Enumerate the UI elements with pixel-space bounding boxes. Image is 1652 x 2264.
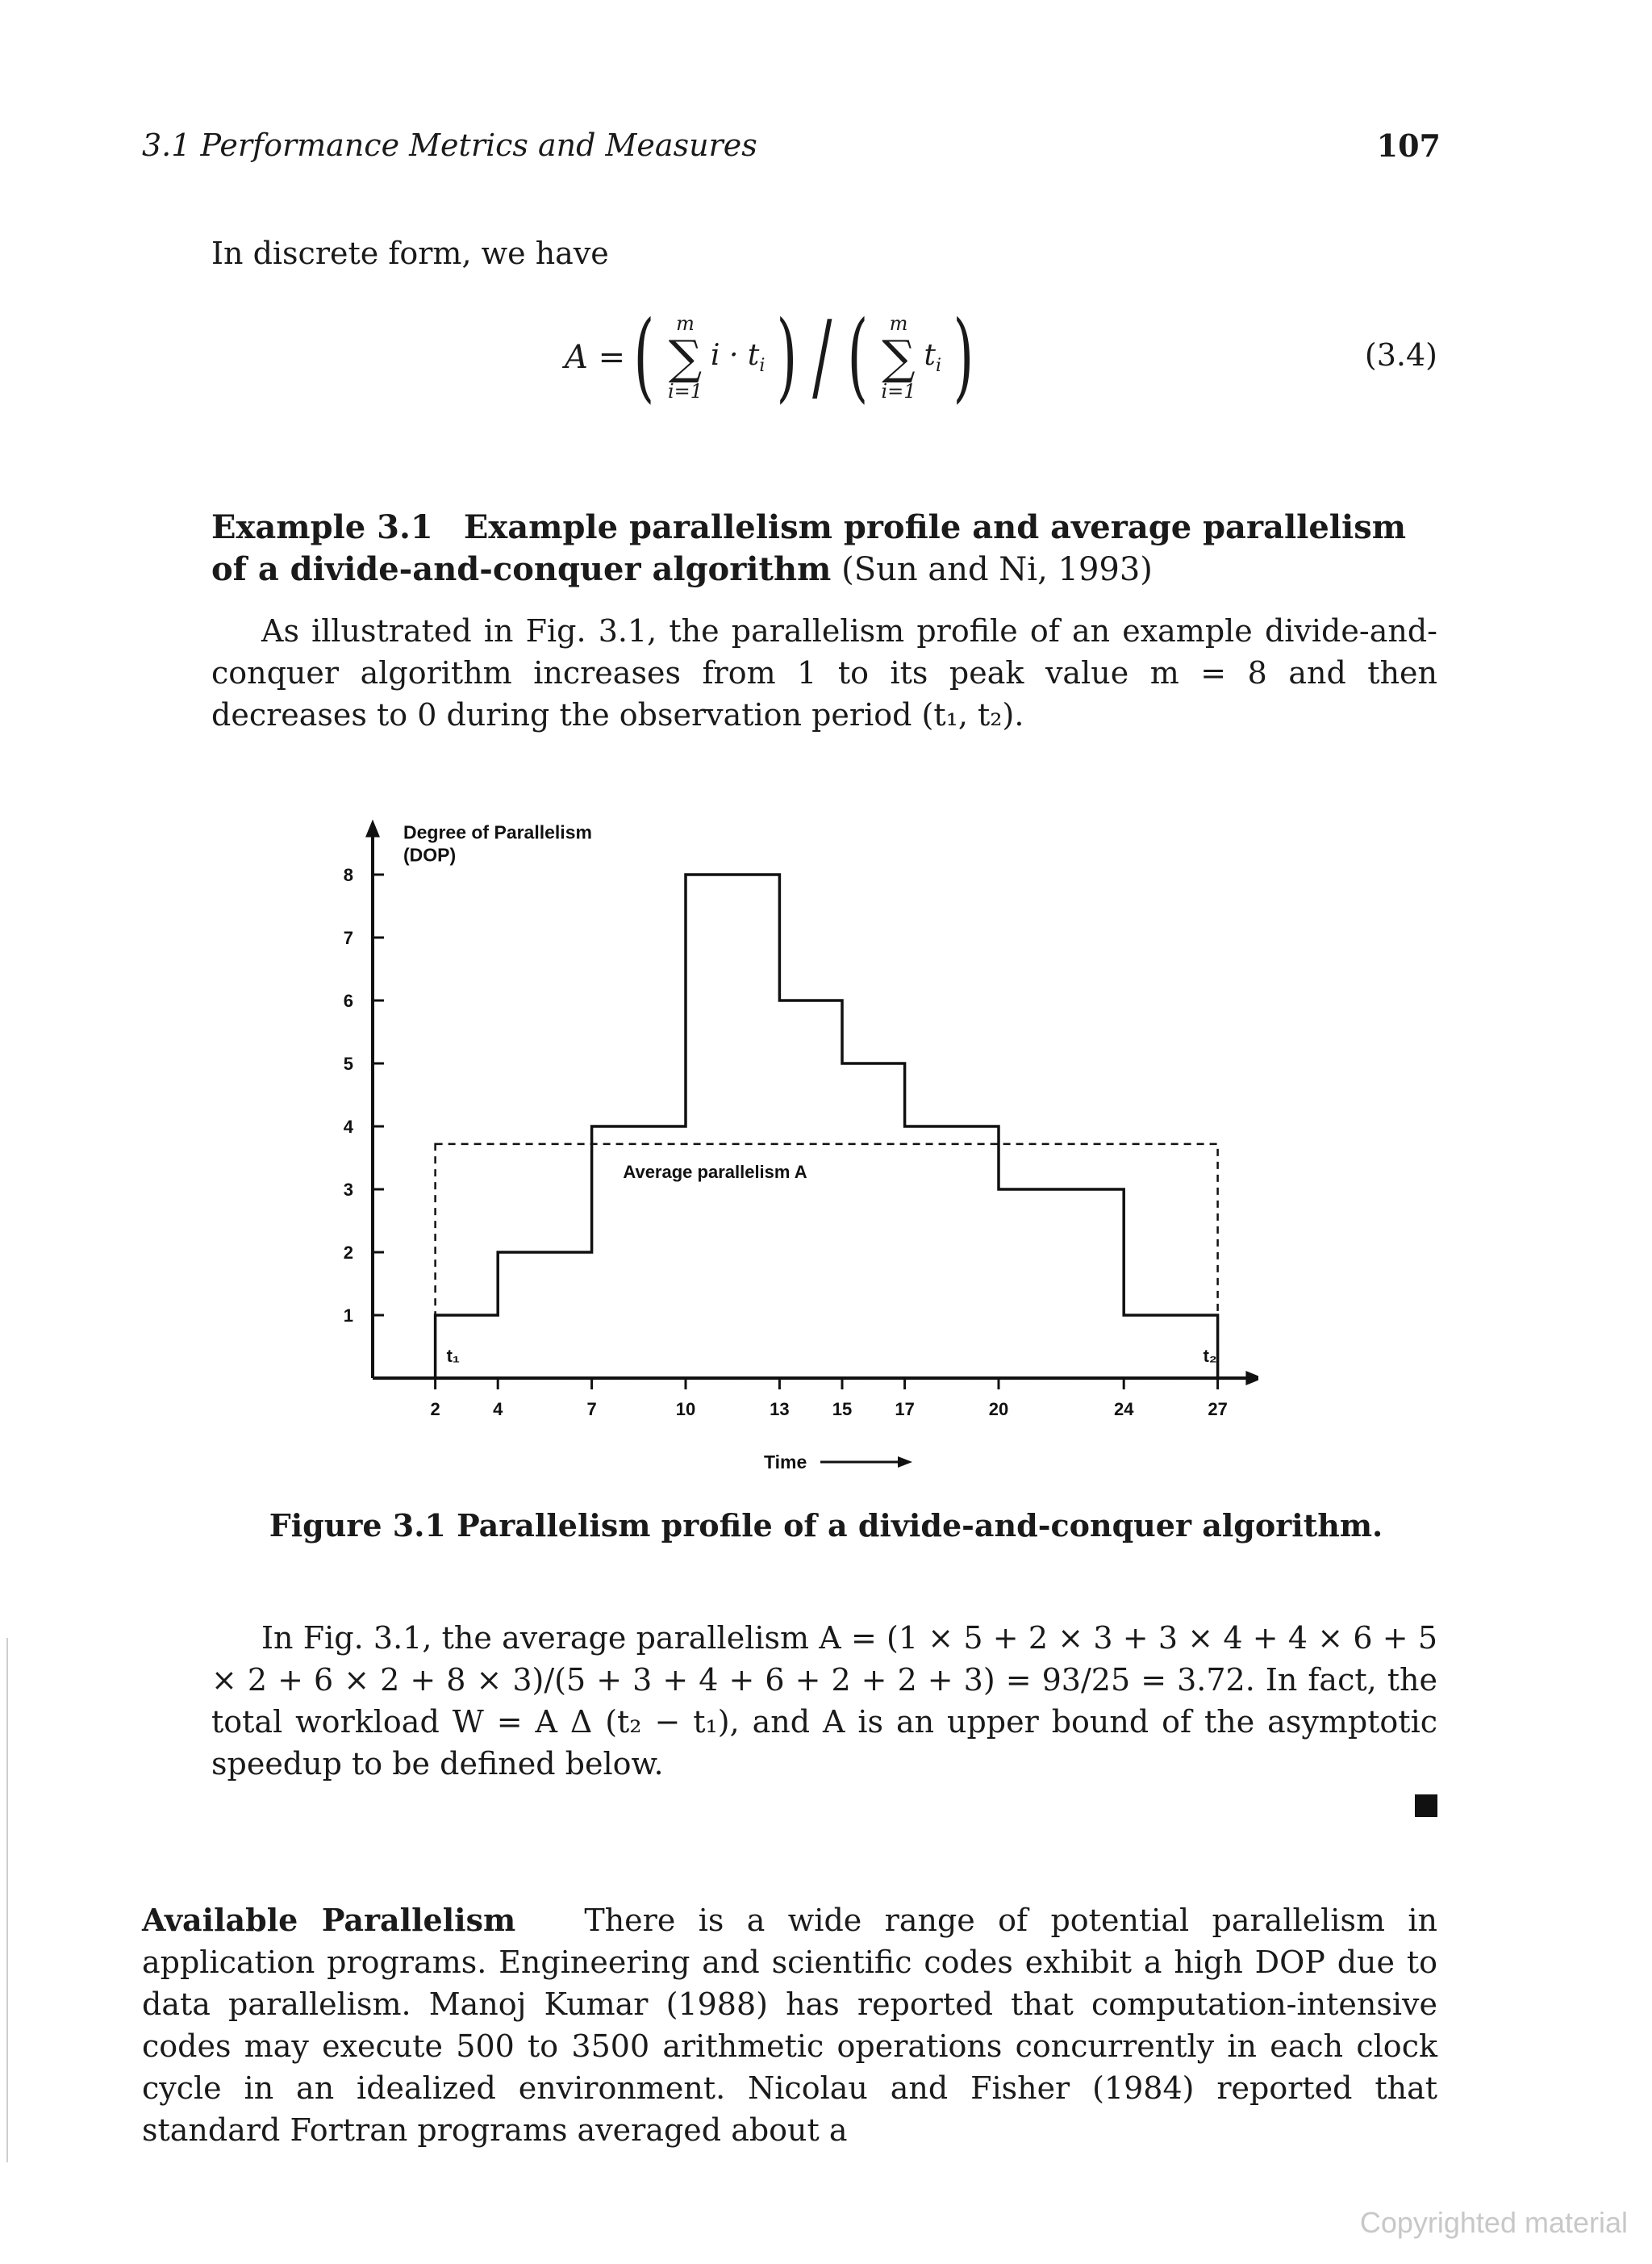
sigma-symbol-2: ∑ bbox=[882, 330, 916, 385]
sum-lower-limit-2: i=1 bbox=[881, 380, 916, 403]
equation-number: (3.4) bbox=[1364, 337, 1437, 373]
sum-lower-limit: i=1 bbox=[667, 380, 703, 403]
example-body: As illustrated in Fig. 3.1, the parallelism profile of an example divide-and-conquer algorithm increases from 1 to its peak value m = 8 and then decreases to 0 during the observation period (t₁, t₂). bbox=[211, 613, 1437, 733]
running-head: 3.1 Performance Metrics and Measures bbox=[142, 127, 757, 163]
scan-margin-line bbox=[6, 1638, 8, 2162]
example-label: Example 3.1 bbox=[211, 508, 433, 546]
denominator-sum bbox=[881, 313, 916, 402]
equation-3-4 bbox=[565, 297, 982, 418]
y-tick-label: 8 bbox=[343, 865, 353, 885]
y-tick-label: 1 bbox=[343, 1305, 353, 1326]
t1-marker: t₁ bbox=[446, 1346, 461, 1366]
figure-caption: Figure 3.1 Parallelism profile of a divide-and-conquer algorithm. bbox=[269, 1507, 1383, 1543]
numerator-term: $i \cdot t_i$ bbox=[711, 338, 766, 377]
x-tick-label: 13 bbox=[770, 1399, 790, 1419]
x-tick-label: 27 bbox=[1208, 1399, 1228, 1419]
x-tick-label: 7 bbox=[586, 1399, 597, 1419]
example-heading bbox=[211, 507, 1437, 591]
y-tick-label: 4 bbox=[343, 1117, 353, 1137]
x-tick-label: 10 bbox=[675, 1399, 696, 1419]
sum-upper-limit-2: m bbox=[889, 312, 908, 335]
x-axis-label: Time bbox=[764, 1452, 807, 1472]
result-paragraph: In Fig. 3.1, the average parallelism A = (1 × 5 + 2 × 3 + 3 × 4 + 4 × 6 + 5 × 2 + 6 × 2 + 8 × 3)/(5 + 3 + 4 + 6 + 2 + 2 + 3) = 93/25 = 3.72. In fact, the total workload W = A Δ (t₂ − t₁), and A is an upper bound of the asymptotic speedup to be defined below. bbox=[211, 1620, 1437, 1782]
y-axis-arrow bbox=[365, 820, 380, 838]
y-tick-label: 5 bbox=[343, 1054, 353, 1074]
x-tick-label: 20 bbox=[988, 1399, 1009, 1419]
y-tick-label: 3 bbox=[343, 1180, 353, 1200]
parallelism-profile-chart bbox=[307, 799, 1258, 1477]
x-tick-label: 4 bbox=[493, 1399, 503, 1419]
copyright-watermark: Copyrighted material bbox=[1359, 2206, 1628, 2239]
y-tick-label: 2 bbox=[343, 1243, 353, 1263]
left-paren-2: ( bbox=[847, 301, 868, 413]
end-of-proof-square bbox=[1415, 1794, 1437, 1817]
equation-lhs: A = bbox=[565, 339, 626, 376]
division-slash: / bbox=[812, 301, 832, 413]
y-tick-label: 6 bbox=[343, 991, 353, 1011]
x-tick-label: 15 bbox=[832, 1399, 853, 1419]
y-tick-label: 7 bbox=[343, 928, 353, 948]
average-parallelism-box bbox=[436, 1144, 1218, 1378]
right-paren: ) bbox=[776, 301, 798, 413]
x-axis-arrow bbox=[1245, 1371, 1258, 1385]
average-parallelism-label: Average parallelism A bbox=[623, 1161, 807, 1182]
time-arrow-head bbox=[898, 1456, 912, 1468]
denominator-term: $t_i$ bbox=[924, 338, 942, 377]
x-tick-label: 17 bbox=[895, 1399, 915, 1419]
available-body: There is a wide range of potential parallelism in application programs. Engineering and scientific codes exhibit a high DOP due to data parallelism. Manoj Kumar (1988) has reported that computation-intensive codes may execute 500 to 3500 arithmetic operations concurrently in each clock cycle in an idealized environment. Nicolau and Fisher (1984) reported that standard Fortran programs averaged about a bbox=[142, 1903, 1437, 2148]
numerator-sum bbox=[668, 313, 703, 402]
sum-upper-limit: m bbox=[676, 312, 695, 335]
t2-marker: t₂ bbox=[1203, 1346, 1217, 1366]
example-title: Example parallelism profile and average parallelism of a divide-and-conquer algorithm bbox=[211, 508, 1407, 588]
x-tick-label: 24 bbox=[1113, 1399, 1134, 1419]
page-number: 107 bbox=[1376, 127, 1441, 164]
available-heading: Available Parallelism bbox=[142, 1902, 516, 1938]
right-paren-2: ) bbox=[953, 301, 974, 413]
x-tick-label: 2 bbox=[430, 1399, 440, 1419]
sigma-symbol: ∑ bbox=[668, 330, 703, 385]
example-citation: (Sun and Ni, 1993) bbox=[841, 551, 1153, 588]
left-paren: ( bbox=[633, 301, 655, 413]
lead-text: In discrete form, we have bbox=[211, 236, 609, 271]
y-axis-label-line2: (DOP) bbox=[403, 844, 457, 866]
y-axis-label: Degree of Parallelism bbox=[403, 821, 592, 843]
parallelism-profile-line bbox=[436, 875, 1218, 1378]
available-parallelism-paragraph bbox=[142, 1899, 1437, 2151]
